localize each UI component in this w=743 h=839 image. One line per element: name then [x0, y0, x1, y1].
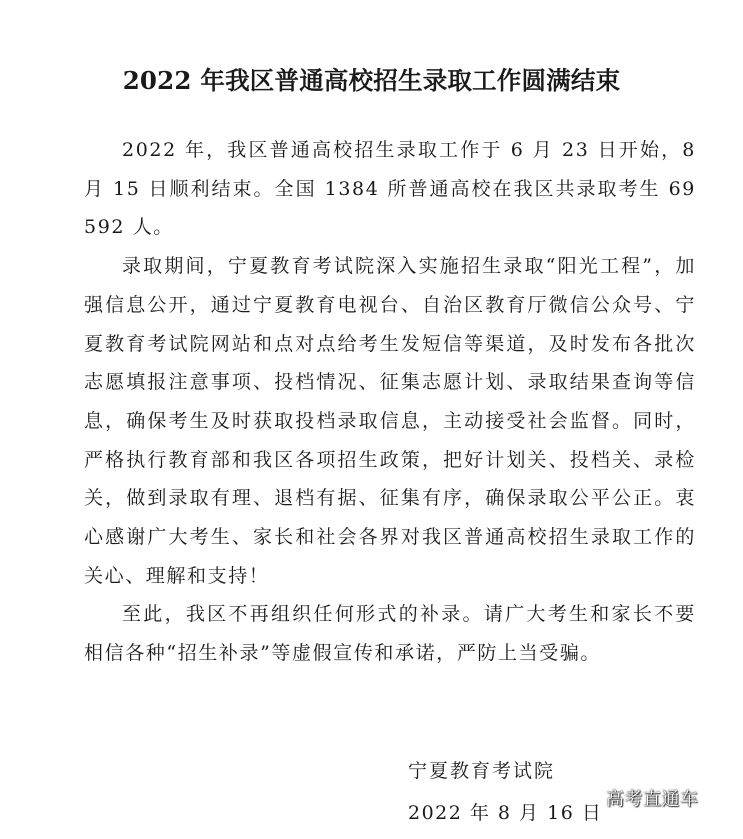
- paragraph-no-supplementary-admission: 至此，我区不再组织任何形式的补录。请广大考生和家长不要相信各种“招生补录”等虚假宣传和承诺，严防上当受骗。: [84, 603, 696, 665]
- paragraph-admission-summary: 2022 年，我区普通高校招生录取工作于 6 月 23 日开始，8 月 15 日顺利结束。全国 1384 所普通高校在我区共录取考生 69592 人。: [84, 139, 696, 239]
- watermark-text: 高考直通车: [606, 789, 699, 810]
- document-body: [84, 131, 696, 673]
- paragraph-admission-process: 录取期间，宁夏教育考试院深入实施招生录取“阳光工程”，加强信息公开，通过宁夏教育电视台、自治区教育厅微信公众号、宁夏教育考试院网站和点对点给考生发短信等渠道，及时发布各批次志愿填报注意事项、投档情况、征集志愿计划、录取结果查询等信息，确保考生及时获取投档录取信息，主动接受社会监督。同时，严格执行教育部和我区各项招生政策，把好计划关、投档关、录检关，做到录取有理、退档有据、征集有序，确保录取公平公正。衷心感谢广大考生、家长和社会各界对我区普通高校招生录取工作的关心、理解和支持！: [84, 255, 696, 587]
- signature-organization: 宁夏教育考试院: [408, 760, 556, 782]
- document-title: 2022 年我区普通高校招生录取工作圆满结束: [122, 66, 621, 96]
- signature-date: 2022 年 8 月 16 日: [408, 802, 603, 824]
